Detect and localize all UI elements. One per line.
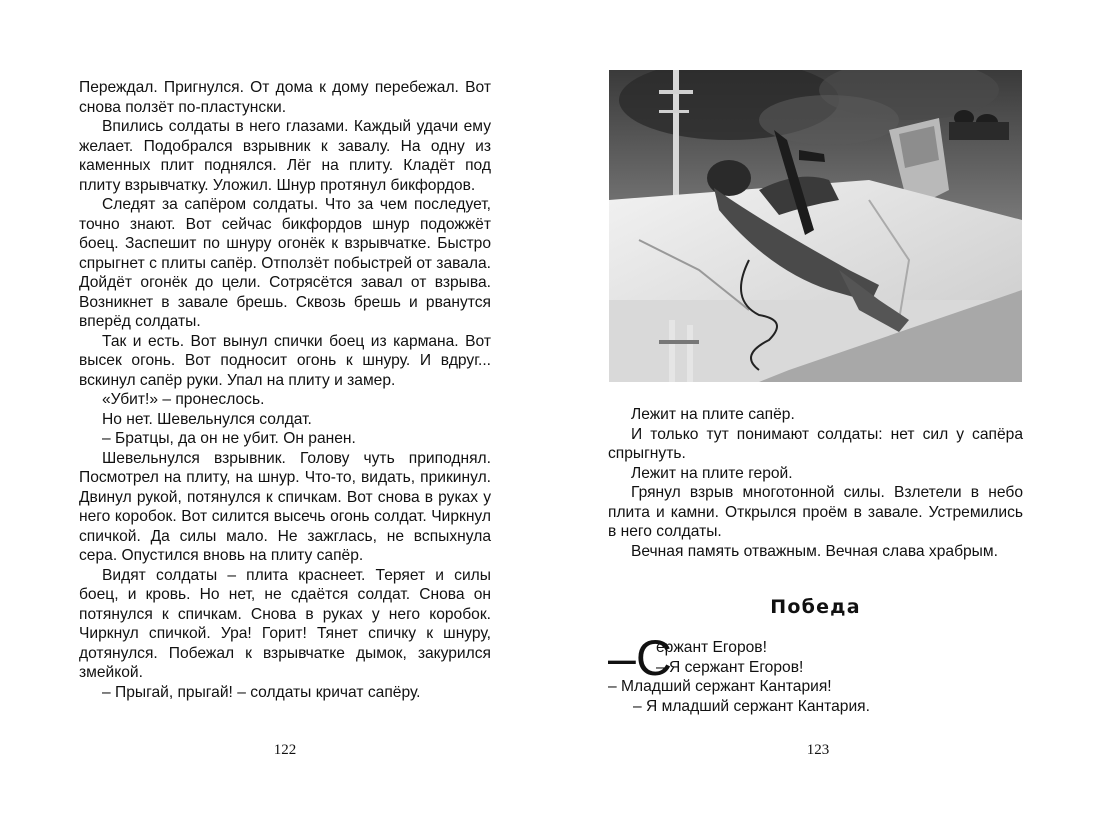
paragraph: «Убит!» – пронеслось. xyxy=(102,391,265,408)
paragraph: Переждал. Пригнулся. От дома к дому перебежал. Вот снова ползёт по-пластунски. xyxy=(79,79,491,116)
paragraph: Следят за сапёром солдаты. Что за чем последует, точно знают. Вот сейчас бикфордов шнур подожжёт боец. Заспешит по шнуру огонёк к взрывчатке. Быстро спрыгнет с плиты сапёр. Отползёт побыстрей от завала. Дойдёт огонёк до цели. Сотрясётся завал от взрыва. Возникнет в завале брешь. Сквозь брешь и рванутся вперёд солдаты. xyxy=(79,196,491,330)
right-page-text xyxy=(608,405,1023,561)
page-number-right: 123 xyxy=(806,742,830,758)
dialogue-line: – Я младший сержант Кантария. xyxy=(633,697,870,715)
left-page-text xyxy=(79,78,491,702)
paragraph: Впились солдаты в него глазами. Каждый удачи ему желает. Подобрался взрывник к завалу. На одну из каменных плит поднялся. Лёг на плиту. Кладёт под плиту взрывчатку. Уложил. Шнур протянул бикфордов. xyxy=(79,118,491,194)
paragraph: Но нет. Шевельнулся солдат. xyxy=(102,410,312,428)
paragraph: И только тут понимают солдаты: нет сил у сапёра спрыгнуть. xyxy=(608,425,1023,462)
dialogue-block xyxy=(608,630,1023,716)
dialogue-line: –С ержант Егоров! xyxy=(608,630,767,686)
paragraph: – Прыгай, прыгай! – солдаты кричат сапёру. xyxy=(102,683,421,701)
paragraph: Шевельнулся взрывник. Голову чуть приподнял. Посмотрел на плиту, на шнур. Что-то, видать, прикинул. Двинул рукой, потянулся к спичкам. Вот снова в руках у него коробок. Вот силится высечь огонь солдат. Чиркнул спичкой. Да силы мало. Не зажглась, не вспыхнула сера. Опустился вновь на плиту сапёр. xyxy=(79,449,491,564)
paragraph: Видят солдаты – плита краснеет. Теряет и силы боец, и кровь. Но нет, не сдаётся солдат. Снова он потянулся к спичкам. Снова в руках у него коробок. Чиркнул спичкой. Ура! Горит! Тянет спичку к шнуру, дотянулся. Побежал к взрывчатке дымок, закурился змейкой. xyxy=(79,566,491,681)
dialogue-line: – Я сержант Егоров! xyxy=(656,658,804,676)
paragraph: Так и есть. Вот вынул спички боец из кармана. Вот высек огонь. Вот подносит огонь к шнуру. И вдруг... вскинул сапёр руки. Упал на плиту и замер. xyxy=(79,332,491,389)
paragraph: – Братцы, да он не убит. Он ранен. xyxy=(102,430,356,447)
soldier-illustration-icon xyxy=(609,70,1022,382)
paragraph: Грянул взрыв многотонной силы. Взлетели в небо плита и камни. Открылся проём в завале. Устремились в него солдаты. xyxy=(608,484,1023,540)
paragraph: Лежит на плите сапёр. xyxy=(631,406,795,423)
dropcap: –С xyxy=(608,630,672,686)
dialogue-line: – Младший сержант Кантария! xyxy=(608,678,832,695)
chapter-title: Победа xyxy=(770,596,861,618)
paragraph: Лежит на плите герой. xyxy=(631,464,793,482)
paragraph: Вечная память отважным. Вечная слава храбрым. xyxy=(631,542,998,560)
page-number-left: 122 xyxy=(273,742,297,758)
